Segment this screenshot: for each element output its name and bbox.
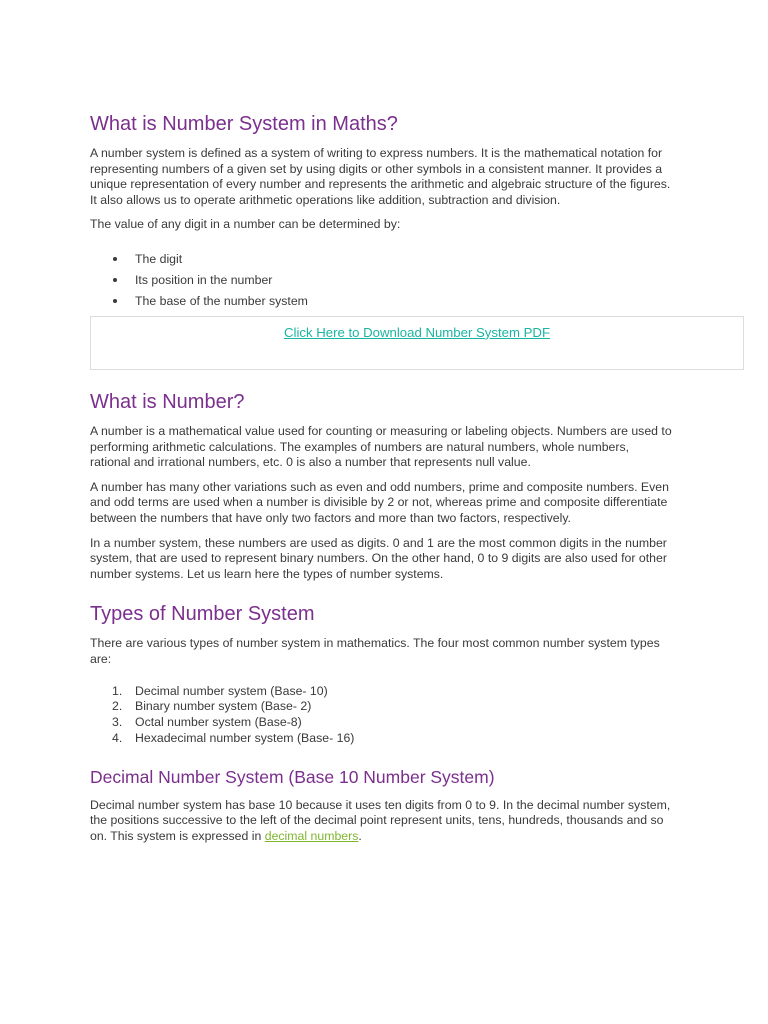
paragraph-types-intro: There are various types of number system in mathematics. The four most common number system types are:	[90, 636, 660, 666]
paragraph-number-variations: A number has many other variations such as even and odd numbers, prime and composite numbers. Even and odd terms are used when a number is divisible by 2 or not, whereas prime and composite differentiate between the numbers that have only two factors and more than two factors, respectively.	[90, 479, 669, 525]
heading-number-system: What is Number System in Maths?	[90, 113, 398, 135]
paragraph-digits: In a number system, these numbers are used as digits. 0 and 1 are the most common digits in the number system, that are used to represent binary numbers. On the other hand, 0 to 9 digits are also used for other number systems. Let us learn here the types of number systems.	[90, 535, 667, 581]
heading-types: Types of Number System	[90, 603, 315, 626]
heading-decimal: Decimal Number System (Base 10 Number System)	[90, 766, 495, 787]
paragraph-definition: A number system is defined as a system of writing to express numbers. It is the mathematical notation for representing numbers of a given set by using digits or other symbols in a consistent manner. It provides a unique representation of every number and represents the arithmetic and algebraic structure of the figures. It also allows us to operate arithmetic operations like addition, subtraction and division.	[90, 146, 671, 207]
heading-what-is-number: What is Number?	[90, 390, 245, 413]
bullet-icon	[113, 299, 117, 303]
list-item: Its position in the number	[90, 270, 672, 291]
decimal-numbers-link[interactable]: decimal numbers	[264, 828, 359, 843]
list-item: 1. Decimal number system (Base- 10)	[112, 683, 328, 698]
list-item: 3. Octal number system (Base-8)	[112, 715, 302, 730]
paragraph-decimal: Decimal number system has base 10 because it uses ten digits from 0 to 9. In the decimal number system, the positions successive to the left of the decimal point represent units, tens, hundreds, thousands and so on. This system is expressed in decimal numbers.	[90, 797, 671, 843]
download-pdf-link[interactable]: Click Here to Download Number System PDF	[283, 324, 551, 340]
paragraph-number-definition: A number is a mathematical value used for counting or measuring or labeling objects. Numbers are used to performing arithmetic calculations. The examples of numbers are natural numbers, whole numbers, rational and irrational numbers, etc. 0 is also a number that represents null value.	[90, 423, 672, 470]
bullet-icon	[113, 278, 117, 282]
document-page	[90, 112, 672, 853]
list-item: 4. Hexadecimal number system (Base- 16)	[112, 730, 355, 745]
download-box	[90, 316, 744, 370]
bullet-list	[90, 249, 672, 312]
list-item: The base of the number system	[90, 291, 672, 312]
list-item: 2. Binary number system (Base- 2)	[112, 699, 312, 714]
bullet-icon	[113, 257, 117, 261]
paragraph-digit-value: The value of any digit in a number can be determined by:	[90, 217, 401, 232]
numbered-list	[90, 684, 672, 747]
list-item: The digit	[90, 249, 672, 270]
